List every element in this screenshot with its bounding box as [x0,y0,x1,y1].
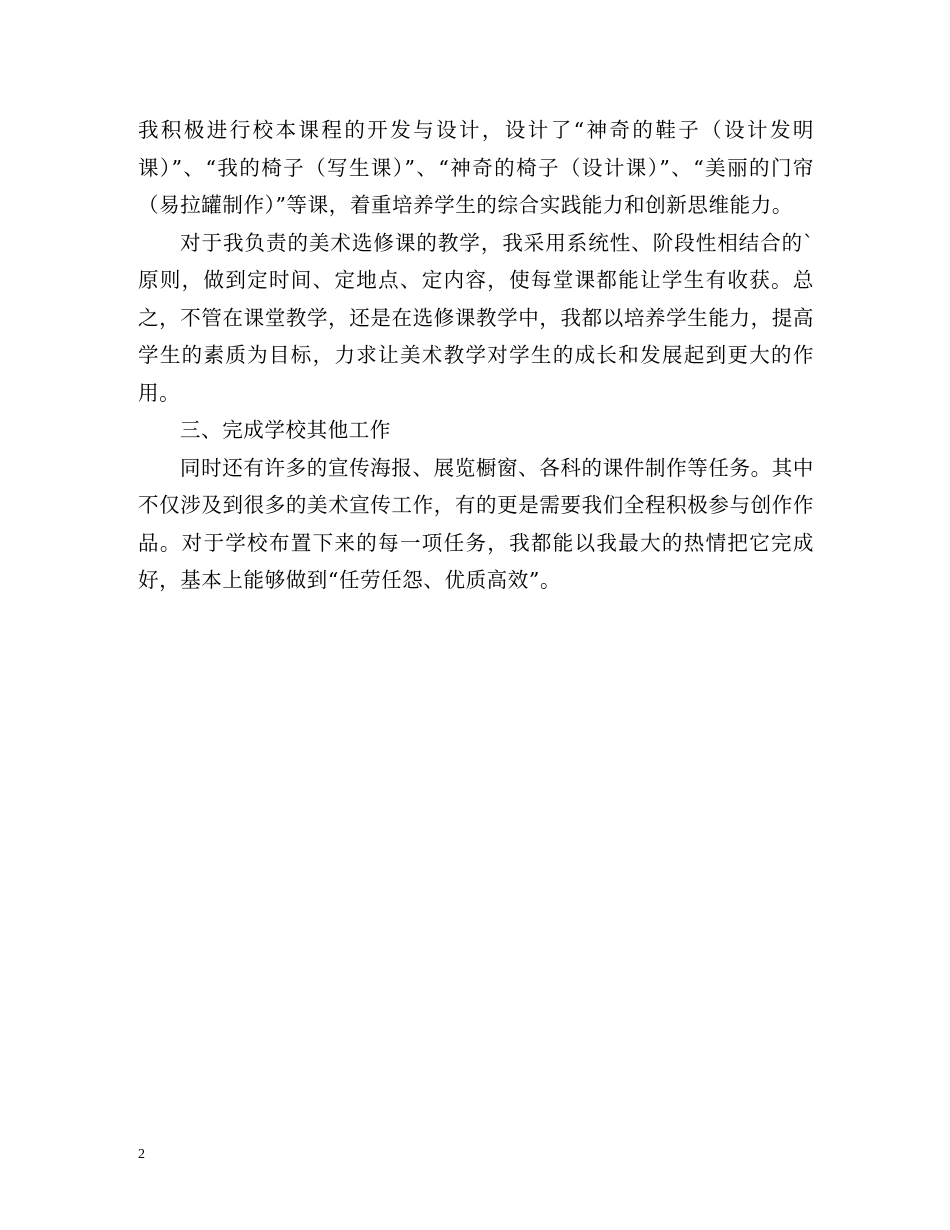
page-number: 2 [138,1147,145,1162]
document-body [138,112,814,600]
paragraph-elective-teaching: 对于我负责的美术选修课的教学，我采用系统性、阶段性相结合的`原则，做到定时间、定地点、定内容，使每堂课都能让学生有收获。总之，不管在课堂教学，还是在选修课教学中，我都以培养学生能力，提高学生的素质为目标，力求让美术教学对学生的成长和发展起到更大的作用。 [138,230,814,405]
paragraph-other-work: 同时还有许多的宣传海报、展览橱窗、各科的课件制作等任务。其中不仅涉及到很多的美术宣传工作，有的更是需要我们全程积极参与创作作品。对于学校布置下来的每一项任务，我都能以我最大的热情把它完成好，基本上能够做到“任劳任怨、优质高效”。 [138,455,814,592]
paragraph-curriculum-development: 我积极进行校本课程的开发与设计，设计了“神奇的鞋子（设计发明课）”、“我的椅子（写生课）”、“神奇的椅子（设计课）”、“美丽的门帘（易拉罐制作）”等课，着重培养学生的综合实践能力和创新思维能力。 [138,118,814,217]
section-heading: 三、完成学校其他工作 [180,418,391,442]
